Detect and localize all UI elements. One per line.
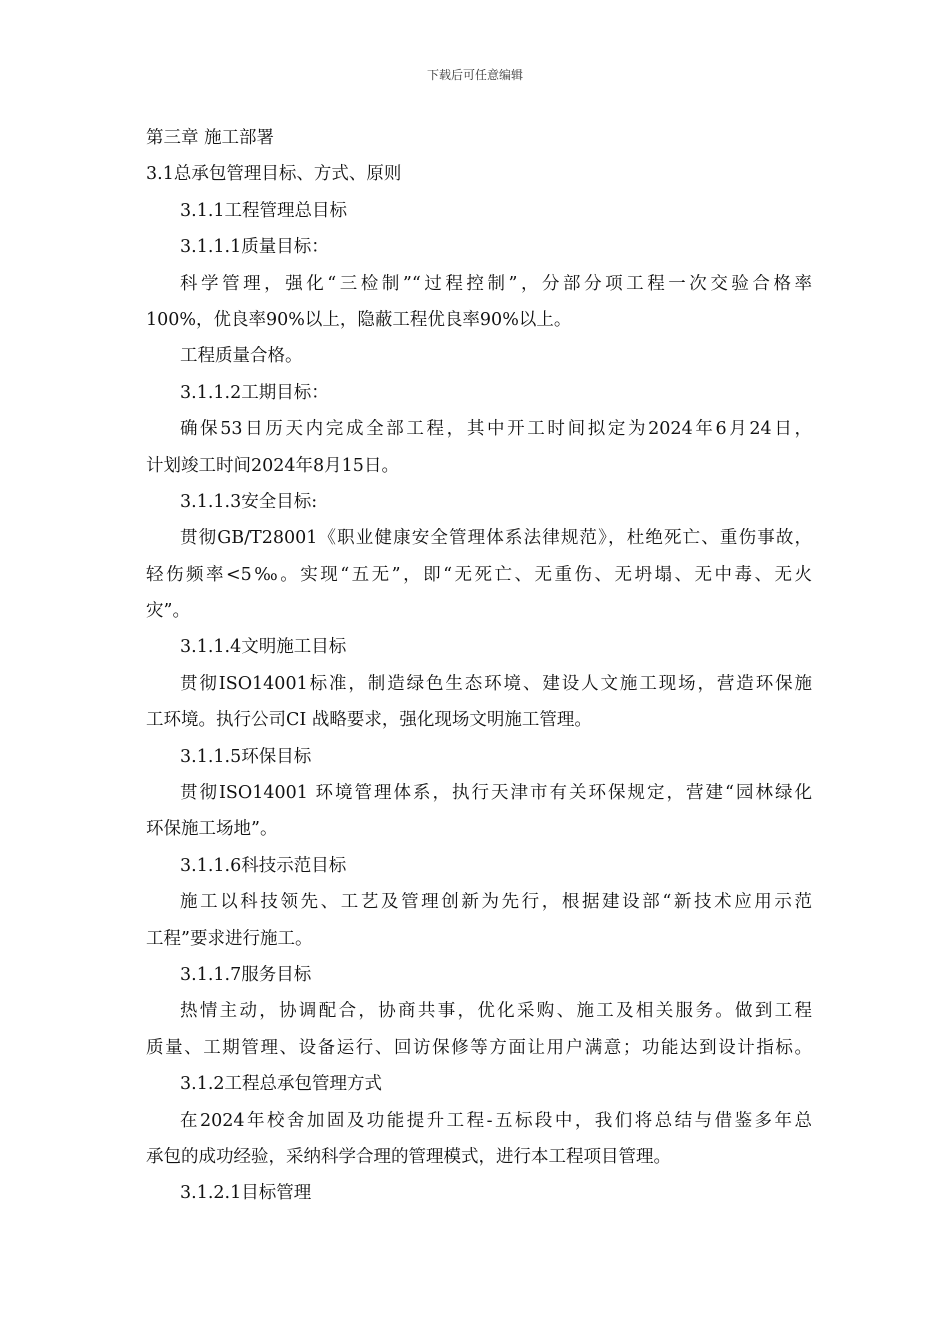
subsection-heading: 3.1.1工程管理总目标 — [180, 200, 348, 221]
paragraph-line: 贯彻ISO14001标准，制造绿色生态环境、建设人文施工现场，营造环保施 — [180, 673, 812, 694]
paragraph-line: 在2024年校舍加固及功能提升工程-五标段中，我们将总结与借鉴多年总 — [180, 1110, 812, 1131]
paragraph-line: 确保53日历天内完成全部工程，其中开工时间拟定为2024年6月24日， — [180, 419, 812, 440]
document-body — [146, 120, 812, 1212]
subsubsection-heading: 3.1.1.1质量目标： — [180, 237, 329, 258]
section-heading: 3.1总承包管理目标、方式、原则 — [146, 164, 402, 185]
paragraph-line: 施工以科技领先、工艺及管理创新为先行，根据建设部“新技术应用示范 — [180, 892, 812, 913]
paragraph-line: 质量、工期管理、设备运行、回访保修等方面让用户满意；功能达到设计指标。 — [146, 1037, 812, 1058]
subsubsection-heading: 3.1.1.3安全目标: — [180, 491, 318, 512]
paragraph-line: 热情主动，协调配合，协商共事，优化采购、施工及相关服务。做到工程 — [180, 1001, 812, 1022]
paragraph-line: 工环境。执行公司CI 战略要求，强化现场文明施工管理。 — [146, 710, 592, 731]
paragraph-line: 轻伤频率<5‰。实现“五无”，即“无死亡、无重伤、无坍塌、无中毒、无火 — [146, 564, 812, 585]
subsubsection-heading: 3.1.2.1目标管理 — [180, 1183, 312, 1204]
paragraph-line: 贯彻ISO14001 环境管理体系，执行天津市有关环保规定，营建“园林绿化 — [180, 783, 812, 804]
page-header: 下载后可任意编辑 — [426, 68, 523, 82]
subsubsection-heading: 3.1.1.5环保目标 — [180, 746, 312, 767]
subsubsection-heading: 3.1.1.7服务目标 — [180, 964, 312, 985]
paragraph-line: 工程”要求进行施工。 — [146, 928, 313, 949]
paragraph-line: 贯彻GB/T28001《职业健康安全管理体系法律规范》，杜绝死亡、重伤事故， — [180, 528, 812, 549]
paragraph-line: 灾”。 — [146, 601, 190, 622]
subsubsection-heading: 3.1.1.2工期目标： — [180, 382, 329, 403]
chapter-title: 第三章 施工部署 — [146, 128, 275, 148]
subsection-heading: 3.1.2工程总承包管理方式 — [180, 1074, 383, 1095]
subsubsection-heading: 3.1.1.4文明施工目标 — [180, 637, 347, 658]
paragraph-line: 科学管理，强化“三检制”“过程控制”，分部分项工程一次交验合格率 — [180, 273, 812, 294]
paragraph-line: 计划竣工时间2024年8月15日。 — [146, 455, 399, 476]
paragraph-line: 承包的成功经验，采纳科学合理的管理模式，进行本工程项目管理。 — [146, 1146, 671, 1167]
paragraph-line: 环保施工场地”。 — [146, 819, 278, 840]
subsubsection-heading: 3.1.1.6科技示范目标 — [180, 855, 347, 876]
paragraph-line: 工程质量合格。 — [180, 346, 303, 367]
paragraph-line: 100%，优良率90%以上，隐蔽工程优良率90%以上。 — [146, 309, 572, 330]
